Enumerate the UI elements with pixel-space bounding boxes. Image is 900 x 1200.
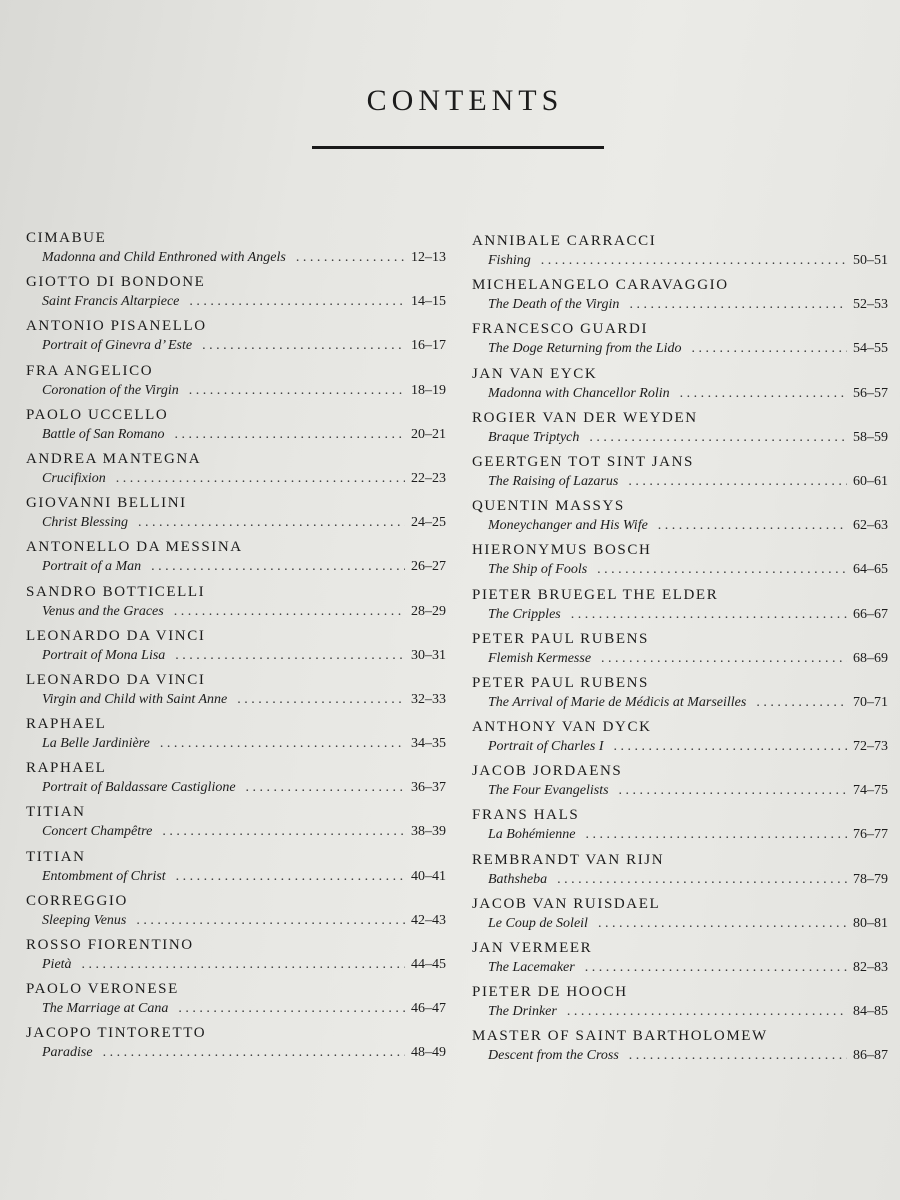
work-title: Portrait of Mona Lisa <box>42 647 166 663</box>
page-range: 84–85 <box>853 1004 888 1020</box>
page-range: 44–45 <box>411 957 446 972</box>
dot-leader <box>296 248 405 268</box>
toc-entry <box>26 670 446 714</box>
work-title: The Raising of Lazarus <box>488 473 619 489</box>
page-range: 56–57 <box>853 385 888 401</box>
page-range: 12–13 <box>411 250 446 265</box>
work-title: Braque Triptych <box>488 429 580 445</box>
work-line <box>26 469 446 489</box>
work-title: Pietà <box>42 957 72 972</box>
artist-name: TITIAN <box>26 848 86 865</box>
work-line <box>26 734 446 754</box>
page-range: 28–29 <box>411 603 446 619</box>
dot-leader <box>178 999 405 1019</box>
page-range: 42–43 <box>411 912 446 928</box>
work-line <box>472 339 888 359</box>
artist-name: ANTONIO PISANELLO <box>26 318 207 335</box>
work-line <box>472 1002 888 1022</box>
artist-name: MICHELANGELO CARAVAGGIO <box>472 277 729 294</box>
artist-name: TITIAN <box>26 804 86 821</box>
work-line <box>472 472 888 492</box>
toc-entry <box>26 405 446 449</box>
toc-entry <box>26 537 446 581</box>
work-title: La Bohémienne <box>488 827 576 843</box>
work-title: The Four Evangelists <box>488 783 609 799</box>
artist-name: PETER PAUL RUBENS <box>472 674 649 691</box>
work-line <box>472 914 888 934</box>
toc-entry <box>472 540 888 584</box>
work-line <box>26 911 446 931</box>
dot-leader <box>189 292 405 312</box>
toc-entry <box>472 717 888 761</box>
work-title: The Death of the Virgin <box>488 297 620 313</box>
work-title: Saint Francis Altarpiece <box>42 294 180 310</box>
work-title: The Drinker <box>488 1004 557 1020</box>
page-range: 20–21 <box>411 426 446 442</box>
work-title: Portrait of Charles I <box>488 739 604 755</box>
work-title: The Ship of Fools <box>488 562 588 578</box>
dot-leader <box>692 339 847 359</box>
work-title: Madonna with Chancellor Rolin <box>488 385 670 401</box>
work-title: Madonna and Child Enthroned with Angels <box>42 250 286 265</box>
toc-entry <box>472 761 888 805</box>
work-line <box>26 867 446 887</box>
dot-leader <box>585 825 847 845</box>
work-title: Descent from the Cross <box>488 1048 619 1064</box>
work-line <box>472 693 888 713</box>
artist-name: GEERTGEN TOT SINT JANS <box>472 453 694 470</box>
dot-leader <box>151 557 405 577</box>
page-range: 82–83 <box>853 960 888 975</box>
dot-leader <box>160 734 405 754</box>
page-range: 22–23 <box>411 470 446 486</box>
dot-leader <box>82 955 405 975</box>
dot-leader <box>174 602 405 622</box>
artist-name: FRA ANGELICO <box>26 362 154 379</box>
toc-entry <box>472 894 888 938</box>
dot-leader <box>175 646 405 666</box>
page-range: 66–67 <box>853 606 888 622</box>
toc-entry <box>472 1026 888 1070</box>
toc-entry <box>26 758 446 802</box>
work-title: Sleeping Venus <box>42 912 127 928</box>
artist-name: ANTHONY VAN DYCK <box>472 719 652 736</box>
artist-name: PAOLO VERONESE <box>26 981 179 998</box>
dot-leader <box>597 560 847 580</box>
artist-name: PIETER BRUEGEL THE ELDER <box>472 586 719 603</box>
page-title: CONTENTS <box>366 84 564 117</box>
work-title: Portrait of Baldassare Castiglione <box>42 780 236 796</box>
page-range: 40–41 <box>411 868 446 884</box>
page-range: 50–51 <box>853 253 888 268</box>
dot-leader <box>138 513 405 533</box>
work-line <box>26 248 446 268</box>
work-line <box>472 428 888 448</box>
work-title: Moneychanger and His Wife <box>488 518 648 534</box>
work-line <box>472 295 888 315</box>
artist-name: MASTER OF SAINT BARTHOLOMEW <box>472 1028 768 1045</box>
toc-entry <box>26 361 446 405</box>
toc-entry <box>472 408 888 452</box>
page-range: 46–47 <box>411 1001 446 1017</box>
artist-name: CIMABUE <box>26 230 107 246</box>
artist-name: ANTONELLO DA MESSINA <box>26 539 243 556</box>
dot-leader <box>619 781 847 801</box>
dot-leader <box>629 1046 847 1066</box>
artist-name: HIERONYMUS BOSCH <box>472 542 652 559</box>
dot-leader <box>756 693 847 713</box>
dot-leader <box>614 737 847 757</box>
toc-entry <box>472 496 888 540</box>
work-line <box>472 1046 888 1066</box>
page-range: 80–81 <box>853 915 888 931</box>
toc-entry <box>26 935 446 979</box>
toc-entry <box>26 493 446 537</box>
work-title: Virgin and Child with Saint Anne <box>42 691 228 707</box>
dot-leader <box>589 428 847 448</box>
page-range: 14–15 <box>411 294 446 310</box>
page-range: 78–79 <box>853 871 888 887</box>
work-title: The Marriage at Cana <box>42 1001 169 1017</box>
toc-entry <box>26 891 446 935</box>
artist-name: JAN VERMEER <box>472 940 593 956</box>
work-line <box>472 870 888 890</box>
dot-leader <box>601 649 847 669</box>
toc-entry <box>472 982 888 1026</box>
toc-entry <box>472 938 888 982</box>
artist-name: ANNIBALE CARRACCI <box>472 233 657 249</box>
artist-name: ANDREA MANTEGNA <box>26 450 202 467</box>
toc-entry <box>472 629 888 673</box>
toc-entry <box>26 316 446 360</box>
page-range: 38–39 <box>411 824 446 840</box>
toc-entry <box>26 979 446 1023</box>
toc-entry <box>26 582 446 626</box>
artist-name: SANDRO BOTTICELLI <box>26 583 206 600</box>
contents-column-left <box>26 228 446 1068</box>
artist-name: CORREGGIO <box>26 892 128 909</box>
artist-name: FRANCESCO GUARDI <box>472 321 649 338</box>
page-range: 24–25 <box>411 515 446 531</box>
page-range: 76–77 <box>853 827 888 843</box>
page-range: 36–37 <box>411 780 446 796</box>
work-title: Bathsheba <box>488 871 548 887</box>
dot-leader <box>202 336 405 356</box>
dot-leader <box>598 914 847 934</box>
artist-name: PIETER DE HOOCH <box>472 984 628 1001</box>
work-line <box>26 690 446 710</box>
toc-entry <box>472 850 888 894</box>
work-title: Concert Champêtre <box>42 824 153 840</box>
dot-leader <box>176 867 405 887</box>
dot-leader <box>557 870 847 890</box>
work-line <box>26 557 446 577</box>
dot-leader <box>189 381 405 401</box>
page-range: 26–27 <box>411 559 446 575</box>
toc-entry <box>472 364 888 408</box>
toc-entry <box>26 272 446 316</box>
dot-leader <box>103 1043 405 1063</box>
artist-name: REMBRANDT VAN RIJN <box>472 851 665 868</box>
work-title: Paradise <box>42 1045 93 1061</box>
dot-leader <box>246 778 405 798</box>
page-range: 52–53 <box>853 297 888 313</box>
work-title: Venus and the Graces <box>42 603 164 619</box>
work-title: The Lacemaker <box>488 960 575 975</box>
toc-entry <box>26 714 446 758</box>
work-line <box>472 737 888 757</box>
contents-column-right <box>472 231 888 1071</box>
work-title: The Cripples <box>488 606 561 622</box>
page-range: 60–61 <box>853 473 888 489</box>
work-title: Entombment of Christ <box>42 868 166 884</box>
dot-leader <box>175 425 406 445</box>
work-line <box>472 958 888 978</box>
work-title: Christ Blessing <box>42 515 128 531</box>
work-line <box>472 516 888 536</box>
dot-leader <box>136 911 405 931</box>
page-range: 64–65 <box>853 562 888 578</box>
page-range: 72–73 <box>853 739 888 755</box>
toc-entry <box>26 802 446 846</box>
work-line <box>26 513 446 533</box>
artist-name: ROSSO FIORENTINO <box>26 937 194 953</box>
work-title: The Arrival of Marie de Médicis at Marseilles <box>488 694 747 710</box>
artist-name: QUENTIN MASSYS <box>472 498 625 515</box>
page-range: 68–69 <box>853 650 888 666</box>
work-title: The Doge Returning from the Lido <box>488 341 682 357</box>
work-line <box>26 425 446 445</box>
artist-name: JAN VAN EYCK <box>472 365 598 382</box>
toc-entry <box>26 1023 446 1067</box>
page-range: 48–49 <box>411 1045 446 1061</box>
work-line <box>472 605 888 625</box>
artist-name: FRANS HALS <box>472 807 580 824</box>
work-line <box>26 778 446 798</box>
dot-leader <box>116 469 405 489</box>
work-line <box>472 560 888 580</box>
work-line <box>26 646 446 666</box>
dot-leader <box>658 516 847 536</box>
toc-entry <box>472 673 888 717</box>
artist-name: PAOLO UCCELLO <box>26 406 169 423</box>
dot-leader <box>629 295 847 315</box>
artist-name: JACOB JORDAENS <box>472 763 623 780</box>
toc-entry <box>26 228 446 272</box>
work-line <box>472 384 888 404</box>
work-line <box>472 251 888 271</box>
dot-leader <box>567 1002 847 1022</box>
page-range: 34–35 <box>411 736 446 752</box>
dot-leader <box>162 822 405 842</box>
toc-entry <box>26 847 446 891</box>
work-title: Crucifixion <box>42 470 106 486</box>
toc-entry <box>26 626 446 670</box>
work-title: Portrait of a Man <box>42 559 142 575</box>
artist-name: RAPHAEL <box>26 760 107 777</box>
toc-entry <box>472 319 888 363</box>
dot-leader <box>541 251 847 271</box>
toc-entry <box>26 449 446 493</box>
dot-leader <box>680 384 847 404</box>
page-range: 18–19 <box>411 382 446 398</box>
page-range: 58–59 <box>853 429 888 445</box>
page-range: 32–33 <box>411 691 446 707</box>
page-range: 54–55 <box>853 341 888 357</box>
artist-name: JACOB VAN RUISDAEL <box>472 895 661 912</box>
work-line <box>26 292 446 312</box>
artist-name: LEONARDO DA VINCI <box>26 627 206 644</box>
artist-name: ROGIER VAN DER WEYDEN <box>472 409 698 426</box>
work-line <box>26 1043 446 1063</box>
work-line <box>472 649 888 669</box>
work-title: Battle of San Romano <box>42 426 165 442</box>
work-title: La Belle Jardinière <box>42 736 150 752</box>
artist-name: GIOTTO DI BONDONE <box>26 274 206 291</box>
toc-entry <box>472 275 888 319</box>
work-line <box>26 336 446 356</box>
dot-leader <box>585 958 847 978</box>
work-line <box>472 825 888 845</box>
work-title: Flemish Kermesse <box>488 650 592 666</box>
page-range: 30–31 <box>411 647 446 663</box>
work-line <box>26 822 446 842</box>
page-range: 70–71 <box>853 694 888 710</box>
toc-entry <box>472 231 888 275</box>
page-range: 16–17 <box>411 338 446 354</box>
artist-name: JACOPO TINTORETTO <box>26 1025 207 1042</box>
work-title: Fishing <box>488 253 531 268</box>
work-title: Portrait of Ginevra d’ Este <box>42 338 193 354</box>
work-title: Coronation of the Virgin <box>42 382 179 398</box>
work-line <box>26 999 446 1019</box>
toc-entry <box>472 452 888 496</box>
artist-name: PETER PAUL RUBENS <box>472 630 649 647</box>
page-range: 86–87 <box>853 1048 888 1064</box>
page-range: 62–63 <box>853 518 888 534</box>
work-line <box>472 781 888 801</box>
work-line <box>26 602 446 622</box>
page-range: 74–75 <box>853 783 888 799</box>
dot-leader <box>628 472 847 492</box>
dot-leader <box>571 605 847 625</box>
work-line <box>26 955 446 975</box>
toc-entry <box>472 585 888 629</box>
work-line <box>26 381 446 401</box>
dot-leader <box>237 690 405 710</box>
title-rule <box>312 146 604 149</box>
artist-name: GIOVANNI BELLINI <box>26 495 187 512</box>
work-title: Le Coup de Soleil <box>488 915 588 931</box>
artist-name: RAPHAEL <box>26 716 107 733</box>
toc-entry <box>472 805 888 849</box>
artist-name: LEONARDO DA VINCI <box>26 671 206 688</box>
